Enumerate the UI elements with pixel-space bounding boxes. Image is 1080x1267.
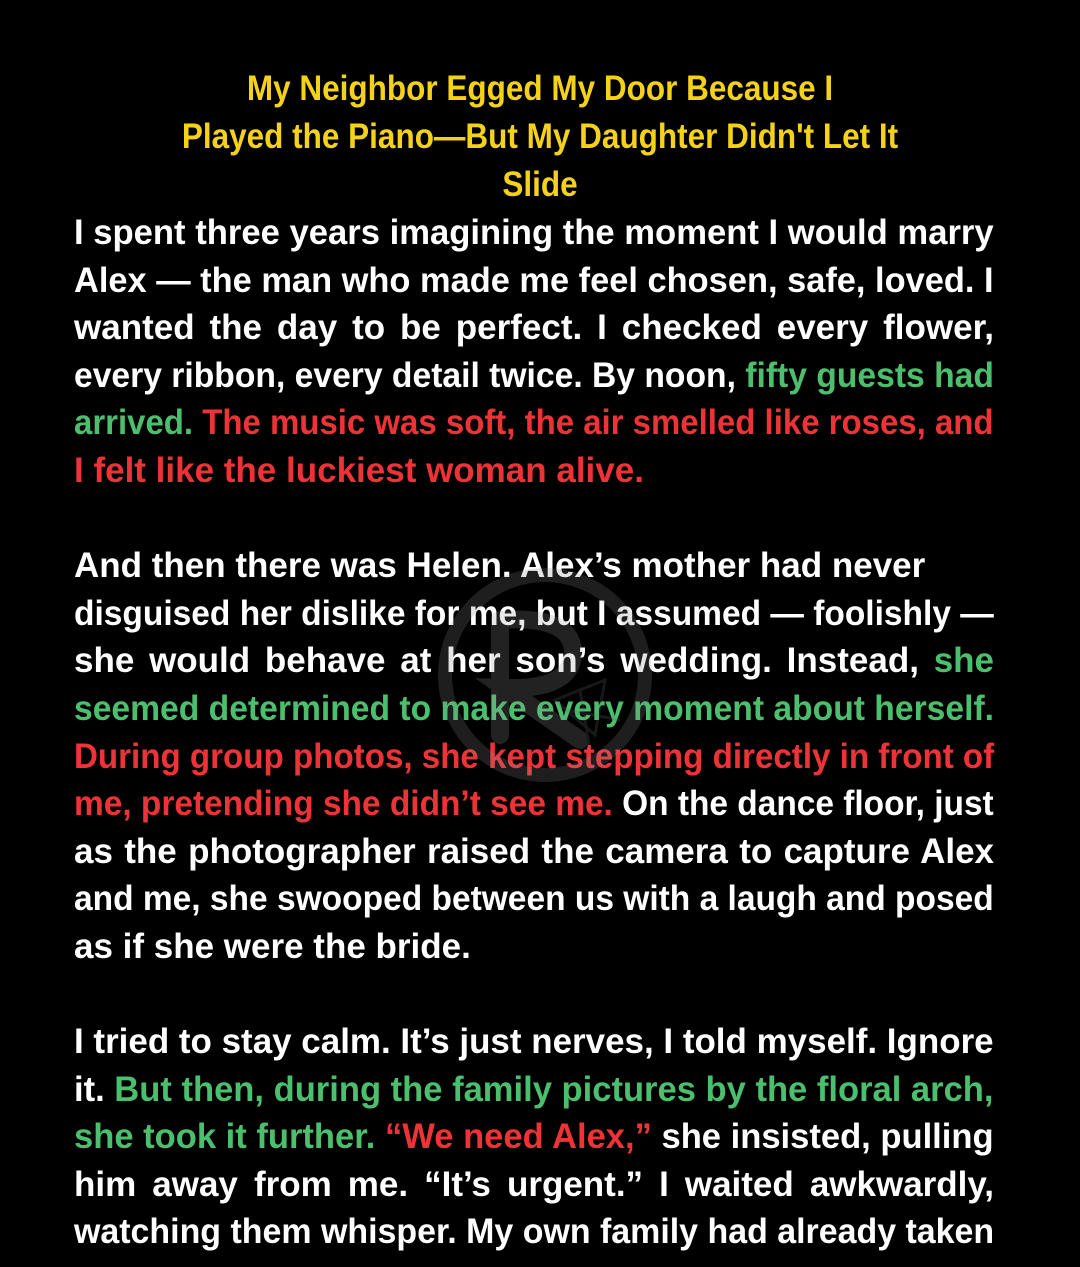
line-fit — [74, 733, 994, 781]
text-line — [74, 352, 994, 400]
article-paragraph — [74, 1018, 994, 1256]
text-line — [74, 1018, 994, 1066]
text-line — [74, 828, 994, 876]
text-segment: as if she were the bride. — [74, 926, 471, 966]
text-segment: him away from me. “It’s urgent.” I waited awkwardly, — [74, 1164, 994, 1204]
text-segment: And then there was Helen. Alex’s mother had never — [74, 546, 926, 586]
text-line — [74, 209, 994, 257]
text-segment: On the dance floor, just — [622, 784, 994, 824]
line-fit — [74, 590, 994, 638]
text-segment: I felt like the luckiest woman alive. — [74, 450, 644, 490]
title-line-2: Played the Piano—But My Daughter Didn't Let It — [181, 117, 899, 157]
text-segment: it. — [74, 1069, 115, 1109]
line-fit — [74, 1208, 994, 1256]
text-segment: she — [933, 641, 994, 681]
line-fit — [74, 399, 994, 447]
paragraph-gap — [74, 495, 994, 543]
text-line — [74, 399, 994, 447]
article-title — [117, 65, 963, 209]
text-line — [74, 923, 994, 971]
line-fit — [74, 352, 994, 400]
text-segment: she would behave at her son’s wedding. Instead, — [74, 641, 934, 681]
text-line — [74, 1113, 994, 1161]
text-line — [74, 304, 994, 352]
text-line — [74, 733, 994, 781]
text-line — [74, 590, 994, 638]
text-line — [74, 875, 994, 923]
text-segment: I spent three years imagining the moment I would marry — [74, 213, 994, 252]
article-paragraph — [74, 209, 994, 495]
paragraph-gap — [74, 971, 994, 1019]
line-fit — [74, 1113, 994, 1161]
title-line-1: My Neighbor Egged My Door Because I — [246, 69, 834, 109]
text-segment: Alex — the man who made me feel chosen, safe, loved. I — [74, 260, 994, 300]
text-segment: I tried to stay calm. It’s just nerves, I told myself. Ignore — [74, 1022, 994, 1062]
text-line — [74, 1161, 994, 1209]
text-line — [74, 685, 994, 733]
text-line — [74, 637, 994, 685]
text-segment: fifty guests had — [745, 355, 994, 395]
text-segment: she insisted, pulling — [651, 1117, 994, 1157]
text-segment: disguised her dislike for me, but I assumed — foolishly — — [74, 593, 994, 633]
line-fit — [74, 875, 994, 923]
text-segment: watching them whisper. My own family had already taken — [74, 1212, 995, 1252]
text-segment: she took it further. — [74, 1117, 385, 1157]
line-fit — [74, 685, 994, 733]
text-segment: seemed determined to make every moment about herself. — [74, 688, 994, 728]
text-line — [74, 1208, 994, 1256]
text-segment: me, pretending she didn’t see me. — [74, 784, 623, 824]
text-line — [74, 447, 994, 495]
text-segment: arrived. — [74, 403, 203, 443]
text-line — [74, 1066, 994, 1114]
text-line — [74, 257, 994, 305]
text-segment: wanted the day to be perfect. I checked every flower, — [74, 308, 994, 348]
article-paragraph — [74, 542, 994, 970]
text-segment: as the photographer raised the camera to capture Alex — [74, 831, 994, 871]
line-fit — [74, 209, 994, 257]
line-fit — [74, 257, 994, 305]
text-line — [74, 780, 994, 828]
line-fit — [74, 780, 994, 828]
text-segment: every ribbon, every detail twice. By noon, — [74, 355, 746, 395]
text-segment: “We need Alex,” — [384, 1117, 652, 1157]
title-line-3: Slide — [502, 165, 578, 205]
article-body — [74, 209, 994, 1256]
text-line — [74, 542, 994, 590]
line-fit — [74, 1018, 994, 1066]
text-segment: But then, during the family pictures by the floral arch, — [114, 1069, 994, 1109]
text-segment: and me, she swooped between us with a laugh and posed — [74, 879, 994, 919]
line-fit — [74, 1066, 994, 1114]
text-segment: The music was soft, the air smelled like roses, and — [202, 403, 994, 443]
text-segment: During group photos, she kept stepping directly in front of — [74, 736, 995, 776]
